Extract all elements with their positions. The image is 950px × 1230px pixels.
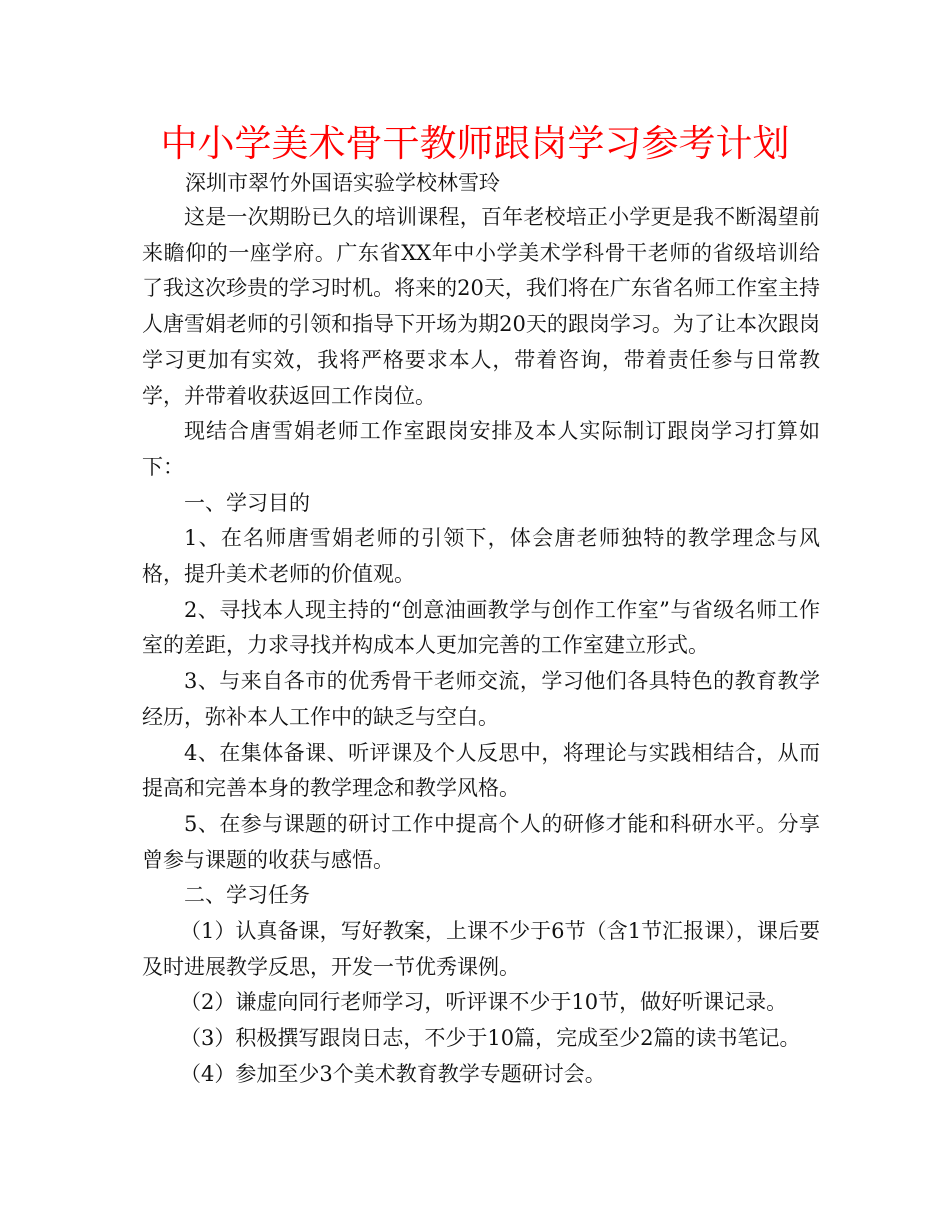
- goal-item-1: 1、在名师唐雪娟老师的引领下，体会唐老师独特的教学理念与风格，提升美术老师的价值观。: [142, 526, 820, 587]
- section-heading-tasks: 二、学习任务: [184, 883, 310, 908]
- task-item-4: （4）参加至少3个美术教育教学专题研讨会。: [180, 1061, 606, 1086]
- document-title: 中小学美术骨干教师跟岗学习参考计划: [160, 122, 790, 165]
- task-item-2: （2）谦虚向同行老师学习，听评课不少于10节，做好听课记录。: [180, 990, 788, 1015]
- goal-item-3: 3、与来自各市的优秀骨干老师交流，学习他们各具特色的教育教学经历，弥补本人工作中的缺乏与空白。: [142, 669, 820, 729]
- task-item-3: （3）积极撰写跟岗日志，不少于10篇，完成至少2篇的读书笔记。: [180, 1026, 801, 1051]
- goal-item-4: 4、在集体备课、听评课及个人反思中，将理论与实践相结合，从而提高和完善本身的教学理念和教学风格。: [142, 740, 820, 801]
- document-body: [142, 200, 820, 1093]
- author-line: 深圳市翠竹外国语实验学校林雪玲: [185, 171, 500, 195]
- section-heading-goals: 一、学习目的: [184, 490, 310, 515]
- task-item-1: （1）认真备课，写好教案，上课不少于6节（含1节汇报课），课后要及时进展教学反思，开发一节优秀课例。: [142, 919, 820, 979]
- goal-item-2: 2、寻找本人现主持的“创意油画教学与创作工作室”与省级名师工作室的差距，力求寻找并构成本人更加完善的工作室建立形式。: [142, 597, 820, 658]
- plan-intro-paragraph: 现结合唐雪娟老师工作室跟岗安排及本人实际制订跟岗学习打算如下：: [142, 419, 820, 479]
- intro-paragraph: 这是一次期盼已久的培训课程，百年老校培正小学更是我不断渴望前来瞻仰的一座学府。广东省XX年中小学美术学科骨干老师的省级培训给了我这次珍贵的学习时机。将来的20天，我们将在广东省名师工作室主持人唐雪娟老师的引领和指导下开场为期20天的跟岗学习。为了让本次跟岗学习更加有实效，我将严格要求本人，带着咨询，带着责任参与日常教学，并带着收获返回工作岗位。: [142, 205, 820, 408]
- goal-item-5: 5、在参与课题的研讨工作中提高个人的研修才能和科研水平。分享曾参与课题的收获与感悟。: [142, 811, 820, 872]
